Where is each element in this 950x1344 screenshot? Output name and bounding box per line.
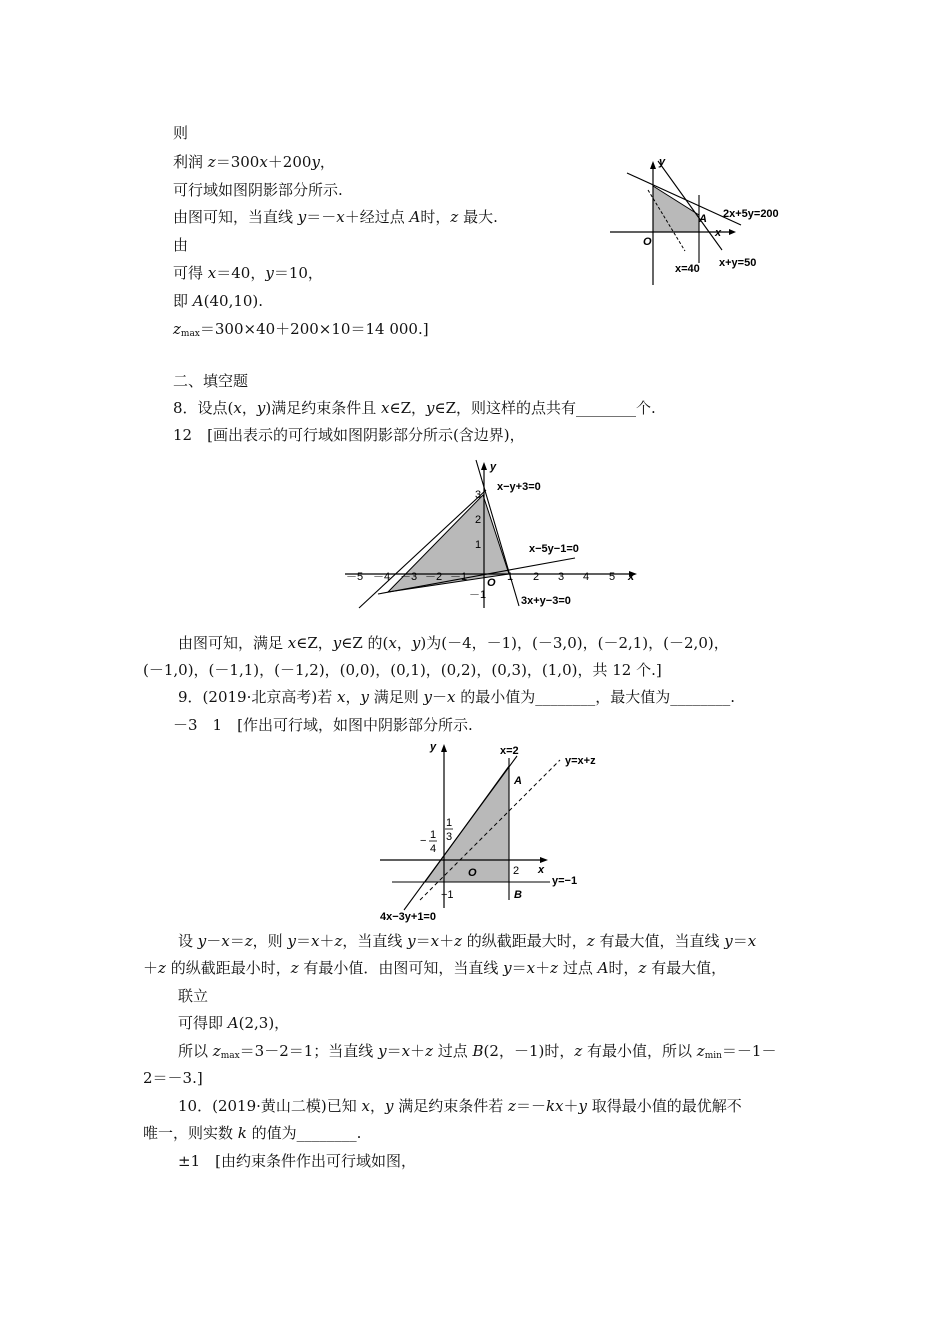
tick-quarter-den: 4 <box>430 843 437 855</box>
answer-10: ±1 [由约束条件作出可行域如图， <box>178 1152 416 1170</box>
y-arrow <box>481 462 487 470</box>
x-tick: 5 <box>609 571 616 583</box>
line-label-yxz: y=x+z <box>565 755 596 767</box>
x-arrow <box>729 229 736 235</box>
y-tick: 1 <box>475 539 482 551</box>
y-tick: 2 <box>475 514 482 526</box>
text-line: 即 A(40,10). <box>173 292 264 310</box>
y-tick-neg1: −1 <box>441 889 454 901</box>
tick-neg-sign: − <box>420 835 427 847</box>
origin-label: O <box>487 577 496 589</box>
point-b-label: B <box>514 889 522 901</box>
point-a-label: A <box>514 775 522 787</box>
section-heading: 二、填空题 <box>173 372 249 390</box>
question-9: 9．(2019·北京高考)若 x，y 满足则 y－x 的最小值为________，最大值为________. <box>178 688 735 706</box>
line-label-4x-3y1: 4x−3y+1=0 <box>380 911 436 923</box>
line-label-x-5y-1: x−5y−1=0 <box>529 543 579 555</box>
x-tick: 2 <box>533 571 540 583</box>
text-line: 可得即 A(2,3)， <box>178 1014 290 1032</box>
text-line: 由图可知，当直线 y＝－x＋经过点 A时，z 最大. <box>173 208 498 226</box>
text-line: (－1,0)，(－1,1)，(－1,2)，(0,0)，(0,1)，(0,2)，(0,3)，(1,0)，共 12 个.] <box>143 661 662 679</box>
question-10: 10．(2019·黄山二模)已知 x，y 满足约束条件若 z＝－kx＋y 取得最小值的最优解不 <box>178 1097 742 1115</box>
answer-8: 12 [画出表示的可行域如图阴影部分所示(含边界)， <box>173 426 525 444</box>
tick-third-num: 1 <box>446 817 453 829</box>
x-tick: 3 <box>558 571 565 583</box>
text-line: 可行域如图阴影部分所示. <box>173 181 343 199</box>
y-arrow <box>441 744 447 752</box>
tick-quarter-num: 1 <box>430 829 437 841</box>
figure-2 <box>343 458 643 610</box>
tick-third-den: 3 <box>446 831 453 843</box>
text-line: 2＝－3.] <box>143 1069 203 1087</box>
text-line: $z_{max}=300\times 40+200\times 10=14$ 000.] <box>173 320 429 339</box>
text-line: 利润 z＝300x＋200y， <box>173 153 335 171</box>
x-label: x <box>715 227 722 239</box>
x-tick: －2 <box>425 571 443 583</box>
text-line: 唯一，则实数 k 的值为________. <box>143 1124 362 1142</box>
line-label-x40: x=40 <box>675 263 700 275</box>
y-arrow <box>650 161 656 169</box>
text-line: 所以 $z_{max}=3-2=1$；当直线 y＝x＋z 过点 B(2，－1)时，z 有最小值，所以 $z_{min}=-1-$ <box>178 1042 777 1061</box>
x-arrow <box>540 857 548 863</box>
text-line: 设 y－x＝z，则 y＝x＋z，当直线 y＝x＋z 的纵截距最大时，z 有最大值，当直线 y＝x <box>178 932 757 950</box>
x-label: x <box>538 864 545 876</box>
x-tick: －3 <box>400 571 418 583</box>
figure-3 <box>378 738 598 923</box>
y-tick: 3 <box>475 489 482 501</box>
line-label-3xy-3: 3x+y−3=0 <box>521 595 571 607</box>
line-label-y-1: y=−1 <box>552 875 578 887</box>
line-label-x2: x=2 <box>500 745 519 757</box>
x-tick: －1 <box>450 571 468 583</box>
text-line: 联立 <box>178 987 209 1005</box>
x-tick: －4 <box>373 571 391 583</box>
line-label-xy50: x+y=50 <box>719 257 757 269</box>
answer-9: －3 1 [作出可行域，如图中阴影部分所示. <box>173 716 473 734</box>
text-line: 由 <box>173 236 189 254</box>
line-label-2x5y200: 2x+5y=200 <box>723 208 779 220</box>
text-line: 则 <box>173 124 189 142</box>
y-label: y <box>659 156 666 168</box>
line-label-x-y3: x−y+3=0 <box>497 481 541 493</box>
text-line: ＋z 的纵截距最小时，z 有最小值．由图可知，当直线 y＝x＋z 过点 A时，z 有最大值， <box>143 959 727 977</box>
question-8: 8．设点(x，y)满足约束条件且 x∈Z，y∈Z，则这样的点共有________个. <box>173 399 656 417</box>
origin-label: O <box>643 236 652 248</box>
y-label: y <box>490 461 497 473</box>
figure-1 <box>605 155 795 290</box>
point-a-label: A <box>699 213 707 225</box>
x-tick: 4 <box>583 571 590 583</box>
y-tick: －1 <box>469 589 487 601</box>
x-tick: －5 <box>346 571 364 583</box>
y-label: y <box>430 741 437 753</box>
text-line: 可得 x＝40，y＝10， <box>173 264 323 282</box>
origin-label: O <box>468 867 477 879</box>
text-line: 由图可知，满足 x∈Z，y∈Z 的(x，y)为(－4，－1)，(－3,0)，(－2,1)，(－2,0)， <box>178 634 729 652</box>
x-tick: 1 <box>507 571 514 583</box>
x-label: x <box>628 571 635 583</box>
x-tick-2: 2 <box>513 865 520 877</box>
